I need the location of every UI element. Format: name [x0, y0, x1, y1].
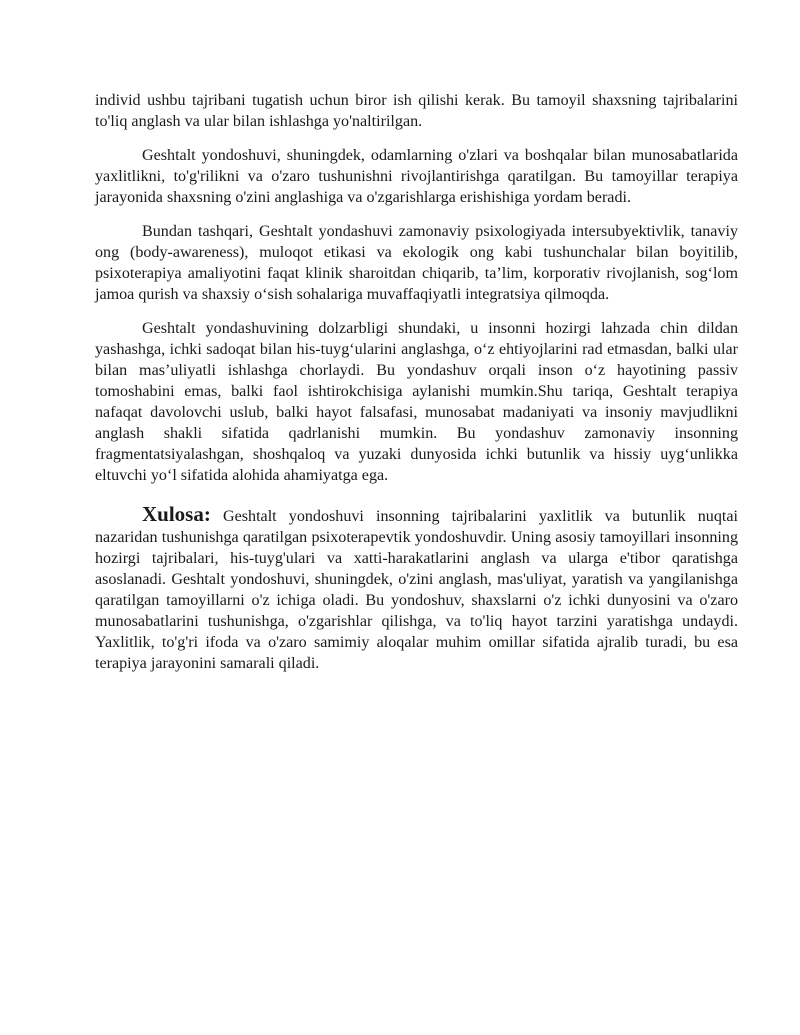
- conclusion-heading: Xulosa:: [142, 502, 211, 526]
- document-page: [95, 90, 738, 687]
- paragraph-gestalt-approach: Geshtalt yondoshuvi, shuningdek, odamlarning o'zlari va boshqalar bilan munosabatlarida yaxlitlikni, to'g'rilikni va o'zaro tushunishni rivojlantirishga qaratilgan. Bu tamoyillar terapiya jarayonida shaxsning o'zini anglashiga va o'zgarishlarga erishishiga yordam beradi.: [95, 147, 738, 206]
- conclusion-text: Geshtalt yondoshuvi insonning tajribalarini yaxlitlik va butunlik nuqtai nazaridan tushunishga qaratilgan psixoterapevtik yondoshuvdir. Uning asosiy tamoyillari insonning hozirgi tajribalari, his-tuyg'ulari va xatti-harakatlarini anglash va ularga e'tibor qaratishga asoslanadi. Geshtalt yondoshuvi, shuningdek, o'zini anglash, mas'uliyat, yaratish va yangilanishga qaratilgan tamoyillarni o'z ichiga oladi. Bu yondoshuv, shaxslarni o'z ichki dunyosini va o'zaro munosabatlarini tushunishga, o'zgarishlar qilishga, va to'liq hayot tarzini yaratishga undaydi. Yaxlitlik, to'g'ri ifoda va o'zaro samimiy aloqalar muhim omillar sifatida ajralib turadi, bu esa terapiya jarayonini samarali qiladi.: [95, 508, 738, 672]
- paragraph-continuation: individ ushbu tajribani tugatish uchun biror ish qilishi kerak. Bu tamoyil shaxsning tajribalarini to'liq anglash va ular bilan ishlashga yo'naltirilgan.: [95, 92, 738, 130]
- paragraph-conclusion: [95, 504, 738, 674]
- paragraph-modern-psychology: Bundan tashqari, Geshtalt yondashuvi zamonaviy psixologiyada intersubyektivlik, tanaviy ong (body-awareness), muloqot etikasi va ekologik ong kabi tushunchalar bilan boyitilib, psixoterapiya amaliyotini faqat klinik sharoitdan chiqarib, ta’lim, korporativ rivojlanish, sog‘lom jamoa qurish va shaxsiy o‘sish sohalariga muvaffaqiyatli integratsiya qilmoqda.: [95, 223, 738, 303]
- paragraph-relevance: Geshtalt yondashuvining dolzarbligi shundaki, u insonni hozirgi lahzada chin dildan yashashga, ichki sadoqat bilan his-tuyg‘ularini anglashga, o‘z ehtiyojlarini rad etmasdan, balki ular bilan mas’uliyatli ishlashga chorlaydi. Bu yondashuv orqali inson o‘z hayotining passiv tomoshabini emas, balki faol ishtirokchisiga aylanishi mumkin.Shu tariqa, Geshtalt terapiya nafaqat davolovchi uslub, balki hayot falsafasi, munosabat madaniyati va insoniy mavjudlikni anglash shakli sifatida qadrlanishi mumkin. Bu yondashuv zamonaviy insonning fragmentatsiyalashgan, shoshqaloq va yuzaki dunyosida ichki butunlik va hissiy uyg‘unlikka eltuvchi yo‘l sifatida alohida ahamiyatga ega.: [95, 320, 738, 484]
